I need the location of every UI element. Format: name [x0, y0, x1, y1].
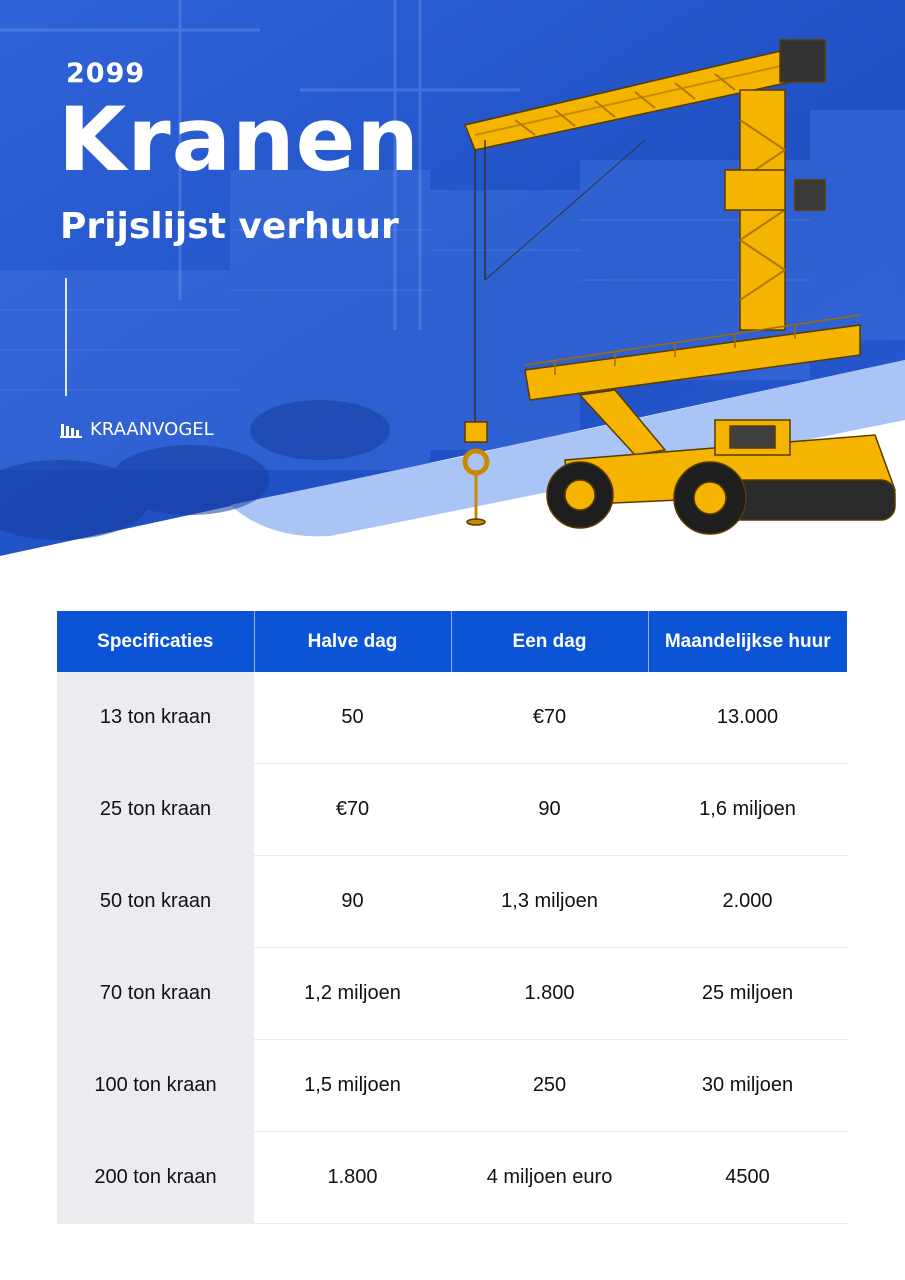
price-table-container [57, 611, 847, 1224]
year-label: 2099 [66, 58, 146, 89]
cell-spec: 70 ton kraan [57, 948, 254, 1040]
cell-een-dag: 4 miljoen euro [451, 1132, 648, 1224]
cell-spec: 13 ton kraan [57, 672, 254, 764]
cell-halve-dag: 50 [254, 672, 451, 764]
cell-maandelijkse-huur: 2.000 [648, 856, 847, 948]
table-row [57, 672, 847, 764]
cell-halve-dag: 1.800 [254, 1132, 451, 1224]
cell-maandelijkse-huur: 30 miljoen [648, 1040, 847, 1132]
cell-spec: 50 ton kraan [57, 856, 254, 948]
hero-banner [0, 0, 905, 560]
cell-een-dag: €70 [451, 672, 648, 764]
table-row [57, 1040, 847, 1132]
table-row [57, 856, 847, 948]
header-halve-dag: Halve dag [254, 611, 451, 672]
cell-halve-dag: 1,5 miljoen [254, 1040, 451, 1132]
crane-illustration [455, 30, 905, 540]
cell-spec: 200 ton kraan [57, 1132, 254, 1224]
page-subtitle: Prijslijst verhuur [60, 206, 399, 247]
table-row [57, 948, 847, 1040]
table-row [57, 1132, 847, 1224]
header-een-dag: Een dag [451, 611, 648, 672]
divider-line [65, 278, 67, 396]
cell-een-dag: 90 [451, 764, 648, 856]
table-header-row [57, 611, 847, 672]
cell-spec: 100 ton kraan [57, 1040, 254, 1132]
table-row [57, 764, 847, 856]
cell-een-dag: 250 [451, 1040, 648, 1132]
cell-maandelijkse-huur: 1,6 miljoen [648, 764, 847, 856]
building-columns-icon [60, 422, 82, 438]
brand-name: KRAANVOGEL [90, 419, 214, 440]
header-maandelijkse-huur: Maandelijkse huur [648, 611, 847, 672]
cell-halve-dag: €70 [254, 764, 451, 856]
cell-een-dag: 1.800 [451, 948, 648, 1040]
cell-maandelijkse-huur: 4500 [648, 1132, 847, 1224]
cell-halve-dag: 1,2 miljoen [254, 948, 451, 1040]
cell-halve-dag: 90 [254, 856, 451, 948]
cell-maandelijkse-huur: 13.000 [648, 672, 847, 764]
cell-een-dag: 1,3 miljoen [451, 856, 648, 948]
price-table [57, 611, 847, 1224]
page-title: Kranen [58, 88, 420, 191]
brand-logo [60, 419, 214, 440]
cell-maandelijkse-huur: 25 miljoen [648, 948, 847, 1040]
cell-spec: 25 ton kraan [57, 764, 254, 856]
header-specificaties: Specificaties [57, 611, 254, 672]
